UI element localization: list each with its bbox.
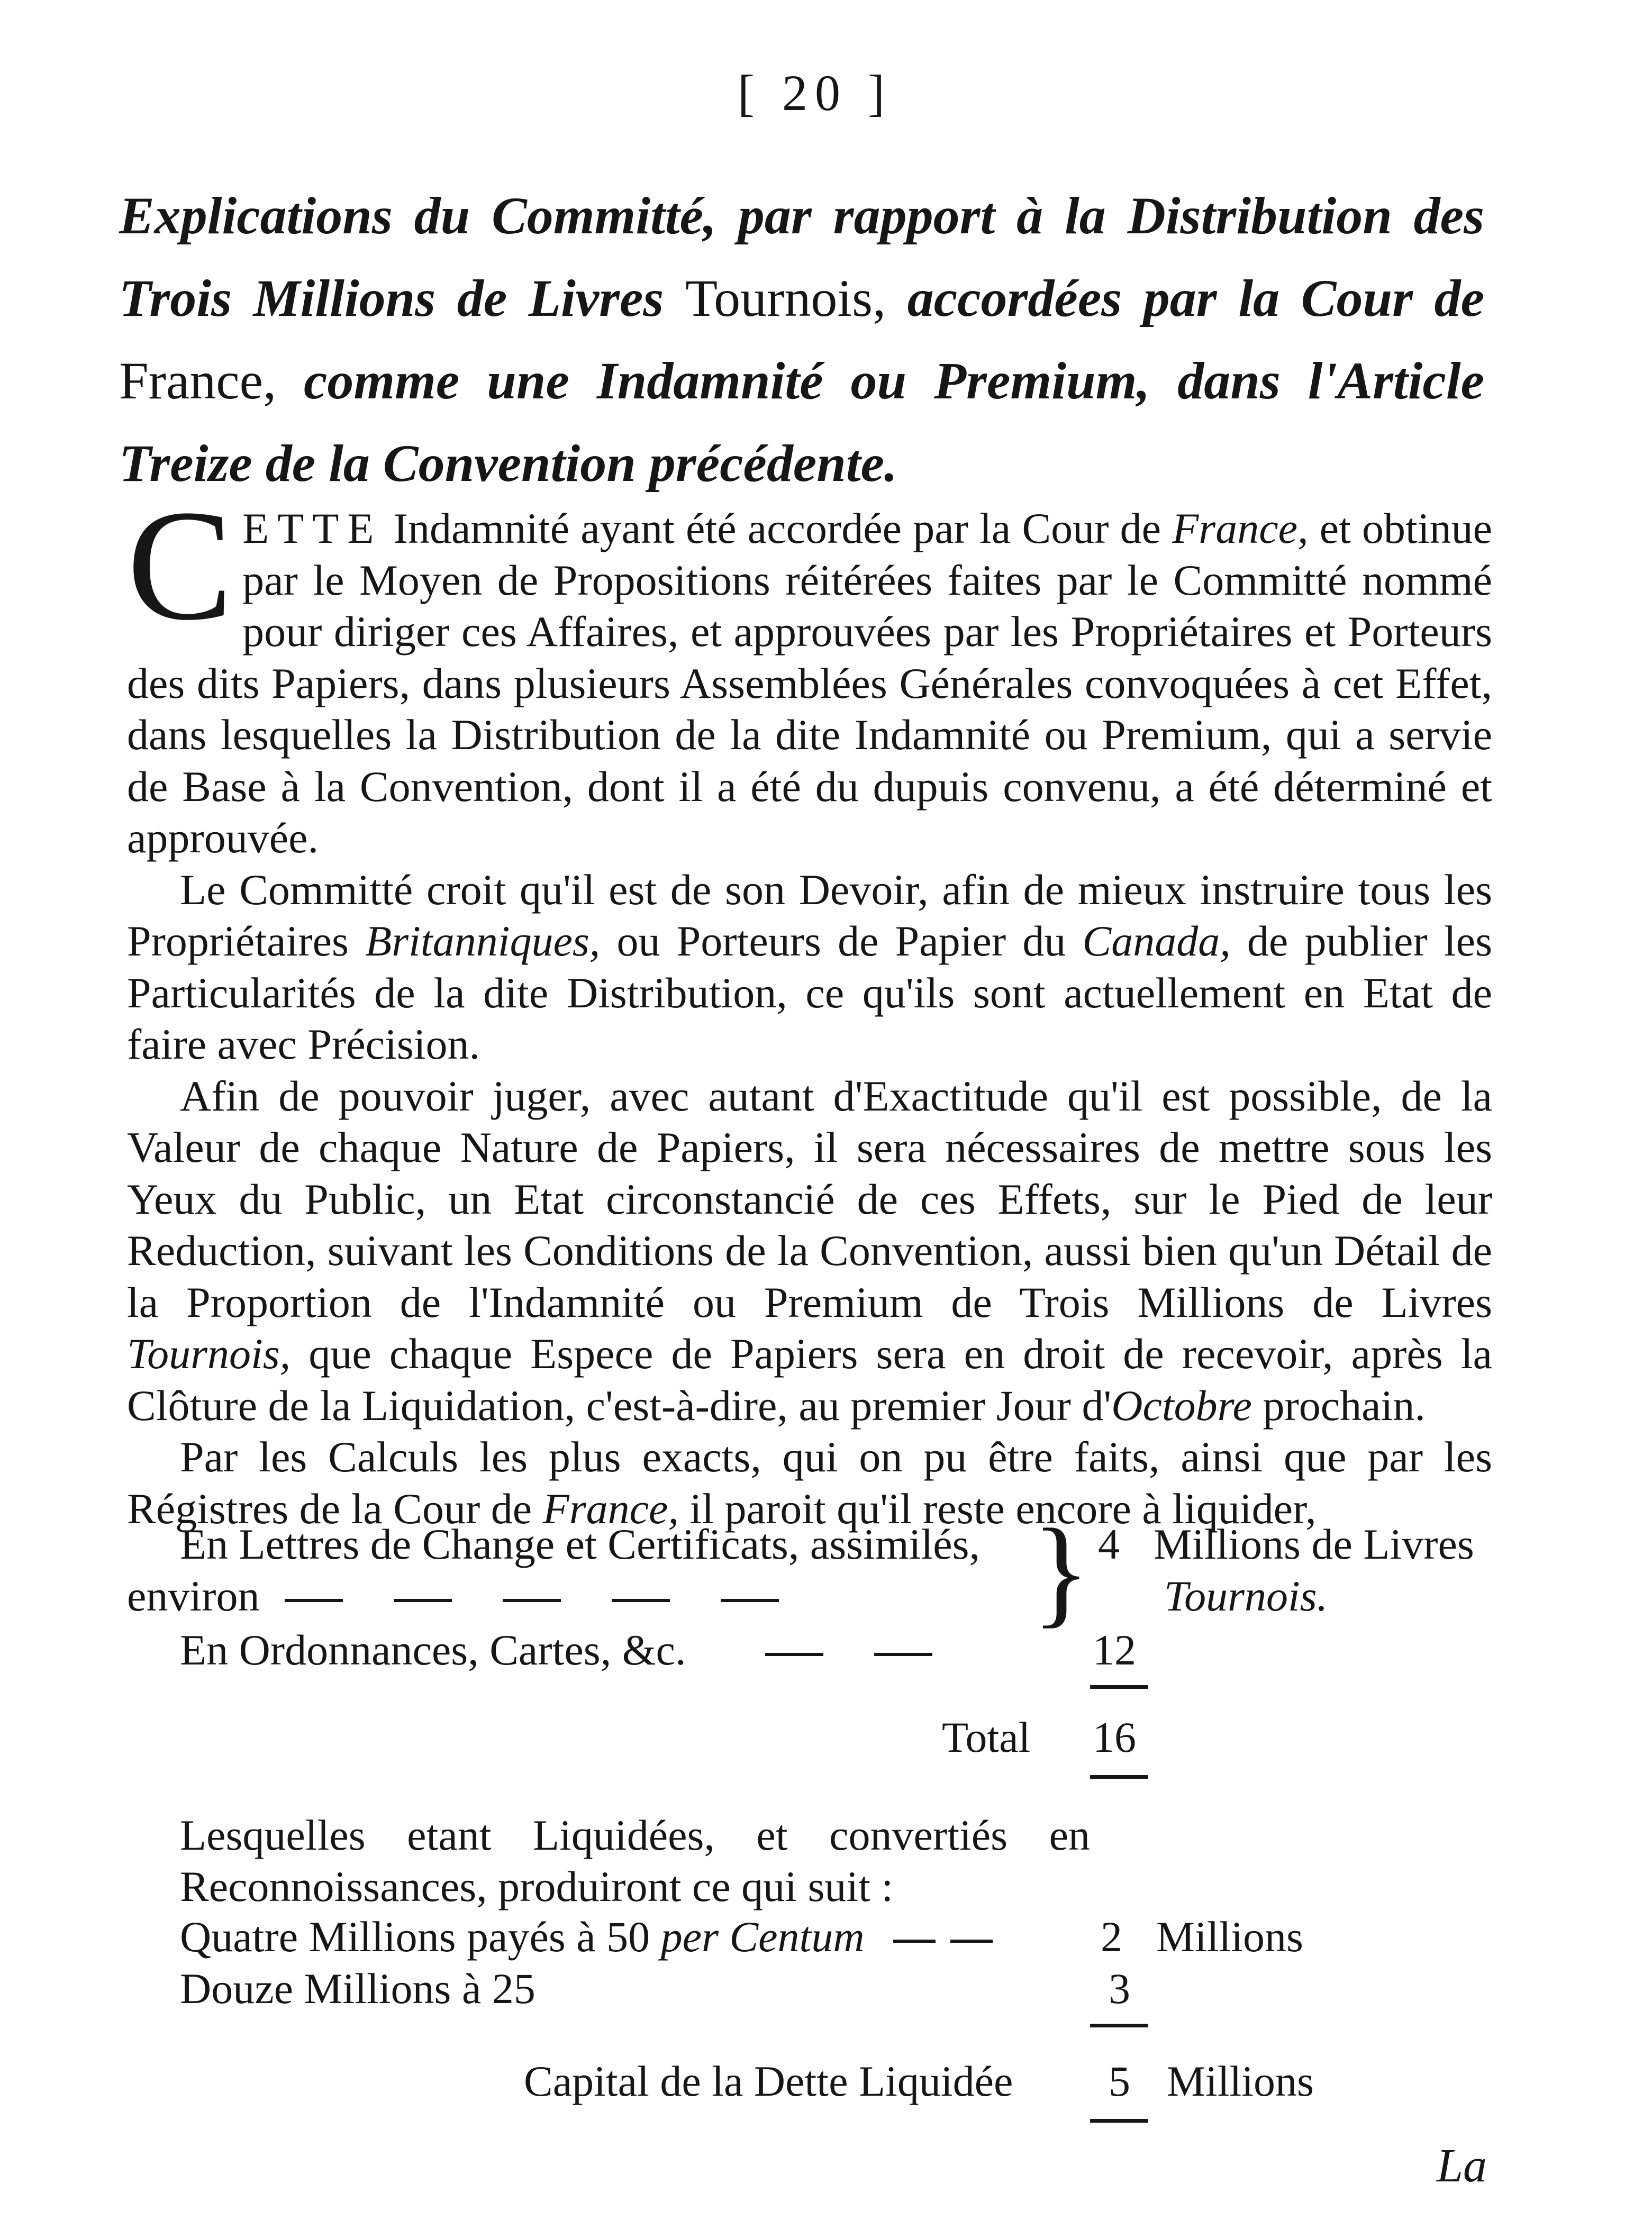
drop-cap: C [127, 477, 233, 653]
smallcaps-word: ETTE [242, 504, 383, 552]
environ-label: environ [127, 1572, 260, 1620]
total-value: 16 [1093, 1713, 1136, 1761]
section-heading [119, 175, 1484, 505]
heading-part-1: Explications du Committé, par rapport à la Distribution des Trois Millions de Livres [119, 186, 1484, 327]
line-ordonnances [180, 1624, 958, 1676]
paragraph-4-text-a: Par les Calculs les plus exacts, qui on pu être faits, ainsi que par les Régistres de la Cour de [127, 1433, 1492, 1533]
heading-france: France, [119, 351, 277, 410]
paragraph-3 [127, 1070, 1492, 1432]
brace-symbol: } [1032, 1504, 1091, 1639]
value-lettres: 4 [1098, 1520, 1120, 1568]
paragraph-2-text-c: de publier les Particularités de la dite Distribution, ce qu'ils sont actuellement en Etat de faire avec Précision. [127, 917, 1492, 1068]
line-quatre-millions [180, 1911, 1000, 1962]
total-label: Total [942, 1713, 1031, 1761]
paragraph-2-text-b: ou Porteurs de Papier du [600, 917, 1083, 965]
line-douze-millions: Douze Millions à 25 [180, 1964, 535, 2013]
paragraph-1-france: France, [1172, 504, 1309, 552]
line-environ [127, 1570, 804, 1622]
rule-3 [1090, 2024, 1148, 2027]
paragraph-2-text-a: Le Committé croit qu'il est de son Devoir, afin de mieux instruire tous les Propriétaires [127, 865, 1492, 965]
per-centum: per Centum [660, 1913, 865, 1961]
paragraph-3-text-b: que chaque Espece de Papiers sera en droit de recevoir, après la Clôture de la Liquidation, c'est-à-dire, au premier Jour d' [127, 1330, 1492, 1430]
paragraph-3-text-c: prochain. [1251, 1381, 1426, 1430]
paragraph-2-britanniques: Britanniques, [365, 917, 601, 965]
paragraph-3-octobre: Octobre [1111, 1381, 1252, 1430]
ordonnances-label: En Ordonnances, Cartes, &c. [180, 1626, 686, 1674]
paragraph-1 [127, 477, 1493, 864]
paragraph-1-text-a: Indamnité ayant été accordée par la Cour de [382, 504, 1173, 552]
paragraph-5: Lesquelles etant Liquidées, et convertiés en Reconnoissances, produiront ce qui suit : [180, 1811, 1090, 1910]
rule-2 [1090, 1775, 1148, 1779]
capital-label: Capital de la Dette Liquidée [524, 2057, 1013, 2105]
paragraph-3-tournois: Tournois, [127, 1330, 291, 1378]
catchword: La [1437, 2140, 1487, 2192]
rule-4 [1090, 2119, 1148, 2123]
unit-millions-de-livres: Millions de Livres [1154, 1520, 1474, 1568]
value-quatre: 2 [1101, 1913, 1122, 1961]
heading-tournois: Tournois, [685, 269, 886, 327]
heading-part-3: comme une Indamnité ou Premium, dans l'Article Treize de la Convention précédente. [119, 351, 1484, 493]
value-ordonnances: 12 [1093, 1626, 1136, 1674]
paragraph-2-canada: Canada, [1082, 917, 1231, 965]
value-douze: 3 [1109, 1964, 1130, 2013]
rule-1 [1090, 1685, 1148, 1689]
paragraph-4-france: France, [542, 1484, 679, 1533]
paragraph-4-text-b: il paroit qu'il reste encore à liquider, [678, 1484, 1317, 1533]
heading-part-2: accordées par la Cour de [886, 269, 1485, 327]
capital-unit: Millions [1167, 2057, 1314, 2105]
paragraph-3-text-a: Afin de pouvoir juger, avec autant d'Exactitude qu'il est possible, de la Valeur de chaque Nature de Papiers, il sera nécessaires de mettre sous les Yeux du Public, un Etat circonstancié de ces Effets, sur le Pied de leur Reduction, suivant les Conditions de la Convention, aussi bien qu'un Détail de la Proportion de l'Indamnité ou Premium de Trois Millions de Livres [127, 1071, 1492, 1326]
page-number: [ 20 ] [738, 65, 892, 121]
unit-tournois: Tournois. [1164, 1572, 1328, 1620]
quatre-text: Quatre Millions payés à 50 [180, 1913, 661, 1961]
body-text [127, 477, 1493, 1534]
paragraph-2 [127, 864, 1492, 1070]
unit-quatre-millions: Millions [1156, 1913, 1303, 1961]
line-lettres-de-change: En Lettres de Change et Certificats, assimilés, [180, 1520, 980, 1568]
capital-value: 5 [1109, 2057, 1130, 2105]
paragraph-1-text-b: et obtinue par le Moyen de Propositions réitérées faites par le Committé nommé pour diriger ces Affaires, et approuvées par les Propriétaires et Porteurs des dits Papiers, dans plusieurs Assemblées Générales convoquées à cet Effet, dans lesquelles la Distribution de la dite Indamnité ou Premium, qui a servie de Base à la Convention, dont il a été du dupuis convenu, a été déterminé et approuvée. [127, 504, 1493, 862]
